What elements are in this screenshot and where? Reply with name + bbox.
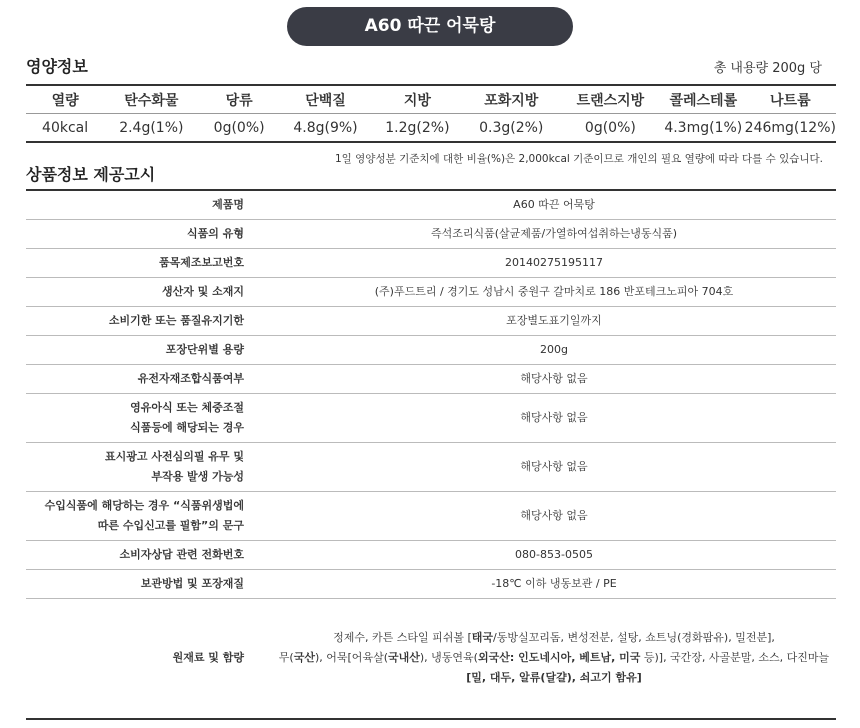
ingredients-line (272, 628, 836, 648)
nutrition-footnote: 1일 영양성분 기준치에 대한 비율(%)은 2,000kcal 기준이므로 개인의 필요 열량에 따라 다를 수 있습니다. (335, 153, 823, 165)
nutrition-header: 포화지방 (464, 85, 559, 114)
ingredients-line (272, 648, 836, 668)
row-label: 소비기한 또는 품질유지기한 (26, 306, 272, 335)
row-label-line: 따른 수입신고를 필함”의 문구 (97, 518, 244, 532)
table-row (26, 442, 836, 491)
nutrition-header: 탄수화물 (104, 85, 198, 114)
nutrition-header: 콜레스테롤 (662, 85, 745, 114)
ingredient-origin-bold: 국산 (293, 651, 315, 665)
nutrition-header: 나트륨 (745, 85, 836, 114)
table-row (26, 364, 836, 393)
nutrition-header: 단백질 (280, 85, 371, 114)
nutrition-value: 4.3mg(1%) (662, 114, 745, 143)
table-row (26, 393, 836, 442)
row-label: 품목제조보고번호 (26, 248, 272, 277)
nutrition-header: 열량 (26, 85, 104, 114)
table-row (26, 190, 836, 219)
nutrition-value-row (26, 114, 836, 143)
table-row (26, 569, 836, 598)
ingredient-text: 정제수, 카튼 스타일 피쉬볼 [ (333, 631, 472, 645)
nutrition-value: 40kcal (26, 114, 104, 143)
nutrition-value: 0.3g(2%) (464, 114, 559, 143)
table-row (26, 248, 836, 277)
row-value: 080-853-0505 (272, 540, 836, 569)
row-value: 해당사항 없음 (272, 364, 836, 393)
row-value: 해당사항 없음 (272, 491, 836, 540)
row-label: 소비자상담 관련 전화번호 (26, 540, 272, 569)
ingredient-origin-bold: 태국 (471, 631, 494, 645)
nutrition-header: 지방 (371, 85, 463, 114)
ingredient-origin-bold: 외국산: 인도네시아, 베트남, 미국 (477, 651, 641, 665)
ingredient-text: /동방실꼬리돔, 변성전분, 설탕, 쇼트닝(경화팜유), 밀전분], (493, 631, 775, 645)
row-label: 식품의 유형 (26, 219, 272, 248)
row-value: 해당사항 없음 (272, 442, 836, 491)
nutrition-value: 246mg(12%) (745, 114, 836, 143)
nutrition-value: 0g(0%) (559, 114, 662, 143)
ingredient-origin-bold: 국내산 (387, 651, 420, 665)
row-value: (주)푸드트리 / 경기도 성남시 중원구 갈마치로 186 반포테크노피아 704호 (272, 277, 836, 306)
row-label: 생산자 및 소재지 (26, 277, 272, 306)
row-label-line: 수입식품에 해당하는 경우 “식품위생법에 (44, 498, 244, 512)
row-label: 제품명 (26, 190, 272, 219)
row-label: 보관방법 및 포장재질 (26, 569, 272, 598)
row-label-line: 식품등에 해당되는 경우 (130, 420, 244, 434)
row-value: A60 따끈 어묵탕 (272, 190, 836, 219)
table-row (26, 219, 836, 248)
nutrition-header: 당류 (198, 85, 279, 114)
row-label-line: 부작용 발생 가능성 (151, 469, 244, 483)
ingredients-line (272, 668, 836, 688)
nutrition-header: 트랜스지방 (559, 85, 662, 114)
row-label: 유전자재조합식품여부 (26, 364, 272, 393)
ingredient-text: 무( (278, 651, 294, 665)
table-row (26, 277, 836, 306)
nutrition-table (26, 84, 836, 143)
row-label: 원재료 및 함량 (26, 598, 272, 719)
row-value: 200g (272, 335, 836, 364)
row-value: 포장별도표기일까지 (272, 306, 836, 335)
nutrition-value: 1.2g(2%) (371, 114, 463, 143)
row-label (26, 442, 272, 491)
ingredient-text: 등)], 국간장, 사골분말, 소스, 다진마늘 (640, 651, 830, 665)
row-value: 20140275195117 (272, 248, 836, 277)
row-label-line: 표시광고 사전심의필 유무 및 (105, 449, 244, 463)
table-row (26, 491, 836, 540)
nutrition-header-row (26, 85, 836, 114)
nutrition-value: 0g(0%) (198, 114, 279, 143)
nutrition-serving-size: 총 내용량 200g 당 (713, 61, 822, 76)
nutrition-value: 4.8g(9%) (280, 114, 371, 143)
nutrition-title: 영양정보 (26, 57, 88, 76)
row-value: 해당사항 없음 (272, 393, 836, 442)
row-label: 포장단위별 용량 (26, 335, 272, 364)
table-row (26, 306, 836, 335)
product-title-banner: A60 따끈 어묵탕 (287, 7, 573, 46)
ingredients-value (272, 598, 836, 719)
nutrition-value: 2.4g(1%) (104, 114, 198, 143)
ingredient-text: ), 어묵[어육살( (314, 651, 388, 665)
row-value: 즉석조리식품(살균제품/가열하여섭취하는냉동식품) (272, 219, 836, 248)
row-label (26, 393, 272, 442)
product-info-title: 상품정보 제공고시 (26, 165, 156, 184)
product-info-table (26, 189, 836, 720)
row-value: -18℃ 이하 냉동보관 / PE (272, 569, 836, 598)
ingredient-text: ), 냉동연육( (419, 651, 478, 665)
table-row (26, 335, 836, 364)
table-row (26, 540, 836, 569)
row-label-line: 영유아식 또는 체중조절 (130, 400, 244, 414)
table-row-ingredients (26, 598, 836, 719)
row-label (26, 491, 272, 540)
ingredient-origin-bold: [밀, 대두, 알류(달걀), 쇠고기 함유] (466, 671, 642, 685)
